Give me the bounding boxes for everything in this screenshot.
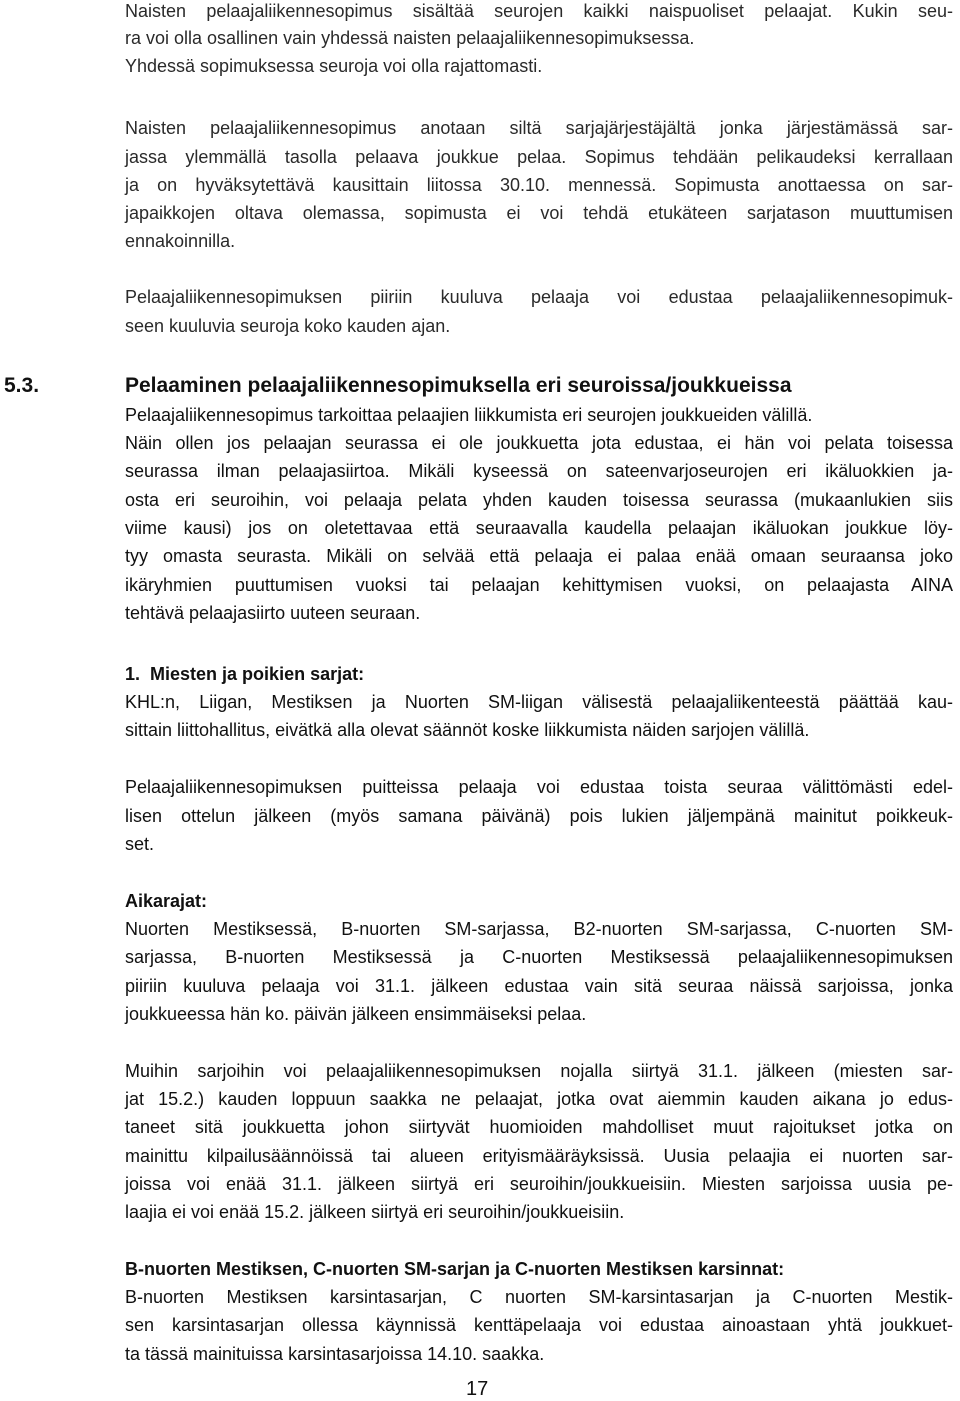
paragraph-line: jassa ylemmällä tasolla pelaava joukkue pelaa. Sopimus tehdään pelikaudeksi kerrallaan (125, 147, 953, 167)
paragraph-line: Yhdessä sopimuksessa seuroja voi olla rajattomasti. (125, 56, 543, 76)
paragraph-line: joukkueessa hän ko. päivän jälkeen ensimmäiseksi pelaa. (125, 1004, 587, 1024)
paragraph-line: osta eri seuroihin, voi pelaaja pelata yhden kauden toisessa seurassa (mukaanlukien siis (125, 490, 953, 510)
section-number: 5.3. (4, 374, 40, 397)
paragraph-line: Nuorten Mestiksessä, B-nuorten SM-sarjassa, B2-nuorten SM-sarjassa, C-nuorten SM- (125, 919, 953, 939)
paragraph-line: ra voi olla osallinen vain yhdessä naisten pelaajaliikennesopimuksessa. (125, 28, 695, 48)
karsinnat-heading: B-nuorten Mestiksen, C-nuorten SM-sarjan ja C-nuorten Mestiksen karsinnat: (125, 1259, 785, 1279)
paragraph-line: taneet sitä joukkuetta johon siirtyvät huomioiden mahdolliset muut rajoitukset jotka on (125, 1117, 953, 1137)
paragraph-line: mainittu kilpailusäännöissä tai alueen erityismääräyksissä. Uusia pelaajia ei nuorten sar- (125, 1146, 953, 1166)
paragraph-line: KHL:n, Liigan, Mestiksen ja Nuorten SM-liigan välisestä pelaajaliikenteestä päättää kau- (125, 692, 953, 712)
paragraph-line: sarjassa, B-nuorten Mestiksessä ja C-nuorten Mestiksessä pelaajaliikennesopimuksen (125, 947, 953, 967)
paragraph-line: Pelaajaliikennesopimuksen puitteissa pelaaja voi edustaa toista seuraa välittömästi edel- (125, 777, 953, 797)
paragraph-line: laajia ei voi enää 15.2. jälkeen siirtyä eri seuroihin/joukkueisiin. (125, 1202, 625, 1222)
paragraph-line: seurassa ilman pelaajasiirtoa. Mikäli kyseessä on sateenvarjoseurojen eri ikäluokkien ja- (125, 461, 953, 481)
paragraph-line: Muihin sarjoihin voi pelaajaliikennesopimuksen nojalla siirtyä 31.1. jälkeen (miesten sar- (125, 1061, 953, 1081)
paragraph-line: lisen ottelun jälkeen (myös samana päivänä) pois lukien jäljempänä mainitut poikkeuk- (125, 806, 953, 826)
paragraph-line: set. (125, 834, 155, 854)
paragraph-line: Naisten pelaajaliikennesopimus sisältää seurojen kaikki naispuoliset pelaajat. Kukin seu- (125, 1, 953, 21)
paragraph-line: ikäryhmien puuttumisen vuoksi tai pelaajan kehittymisen vuoksi, on pelaajasta AINA (125, 575, 953, 595)
subsection-number: 1. (125, 664, 141, 684)
paragraph-line: jat 15.2.) kauden loppuun saakka ne pelaajat, jotka ovat aiemmin kauden aikana jo edus- (125, 1089, 953, 1109)
paragraph-line: tyy omasta seurasta. Mikäli on selvää että pelaaja ei palaa enää omaan seuraansa joko (125, 546, 953, 566)
paragraph-line: ennakoinnilla. (125, 231, 236, 251)
paragraph-line: viime kausi) jos on oletettavaa että seuraavalla kaudella pelaajan ikäluokan joukkue löy- (125, 518, 953, 538)
paragraph-line: seen kuuluvia seuroja koko kauden ajan. (125, 316, 451, 336)
paragraph-line: ja on hyväksytettävä kausittain liitossa 30.10. mennessä. Sopimusta anottaessa on sar- (125, 175, 953, 195)
paragraph-line: Naisten pelaajaliikennesopimus anotaan siltä sarjajärjestäjältä jonka järjestämässä sar- (125, 118, 953, 138)
paragraph-line: piiriin kuuluva pelaaja voi 31.1. jälkeen edustaa vain sitä seuraa näissä sarjoissa, jonka (125, 976, 953, 996)
section-title: Pelaaminen pelaajaliikennesopimuksella eri seuroissa/joukkueissa (125, 374, 792, 397)
paragraph-line: japaikkojen oltava olemassa, sopimusta ei voi tehdä etukäteen sarjatason muuttumisen (125, 203, 953, 223)
page-number: 17 (466, 1378, 489, 1400)
subsection-title: Miesten ja poikien sarjat: (150, 664, 365, 684)
paragraph-line: Pelaajaliikennesopimuksen piiriin kuuluva pelaaja voi edustaa pelaajaliikennesopimuk- (125, 287, 953, 307)
paragraph-line: joissa voi enää 31.1. jälkeen siirtyä eri seuroihin/joukkueisiin. Miesten sarjoissa uusia pe- (125, 1174, 953, 1194)
paragraph-line: tehtävä pelaajasiirto uuteen seuraan. (125, 603, 421, 623)
subsection-heading (125, 663, 364, 685)
paragraph-line: sen karsintasarjan ollessa käynnissä kenttäpelaaja voi edustaa ainoastaan yhtä joukkuet- (125, 1315, 953, 1335)
paragraph-line: sittain liittohallitus, eivätkä alla olevat säännöt koske liikkumista näiden sarjojen välillä. (125, 720, 810, 740)
paragraph-line: Pelaajaliikennesopimus tarkoittaa pelaajien liikkumista eri seurojen joukkueiden välillä. (125, 405, 813, 425)
aikarajat-heading: Aikarajat: (125, 891, 208, 911)
paragraph-line: B-nuorten Mestiksen karsintasarjan, C nuorten SM-karsintasarjan ja C-nuorten Mestik- (125, 1287, 953, 1307)
paragraph-line: ta tässä mainituissa karsintasarjoissa 14.10. saakka. (125, 1344, 545, 1364)
paragraph-line: Näin ollen jos pelaajan seurassa ei ole joukkuetta jota edustaa, ei hän voi pelata toisessa (125, 433, 953, 453)
